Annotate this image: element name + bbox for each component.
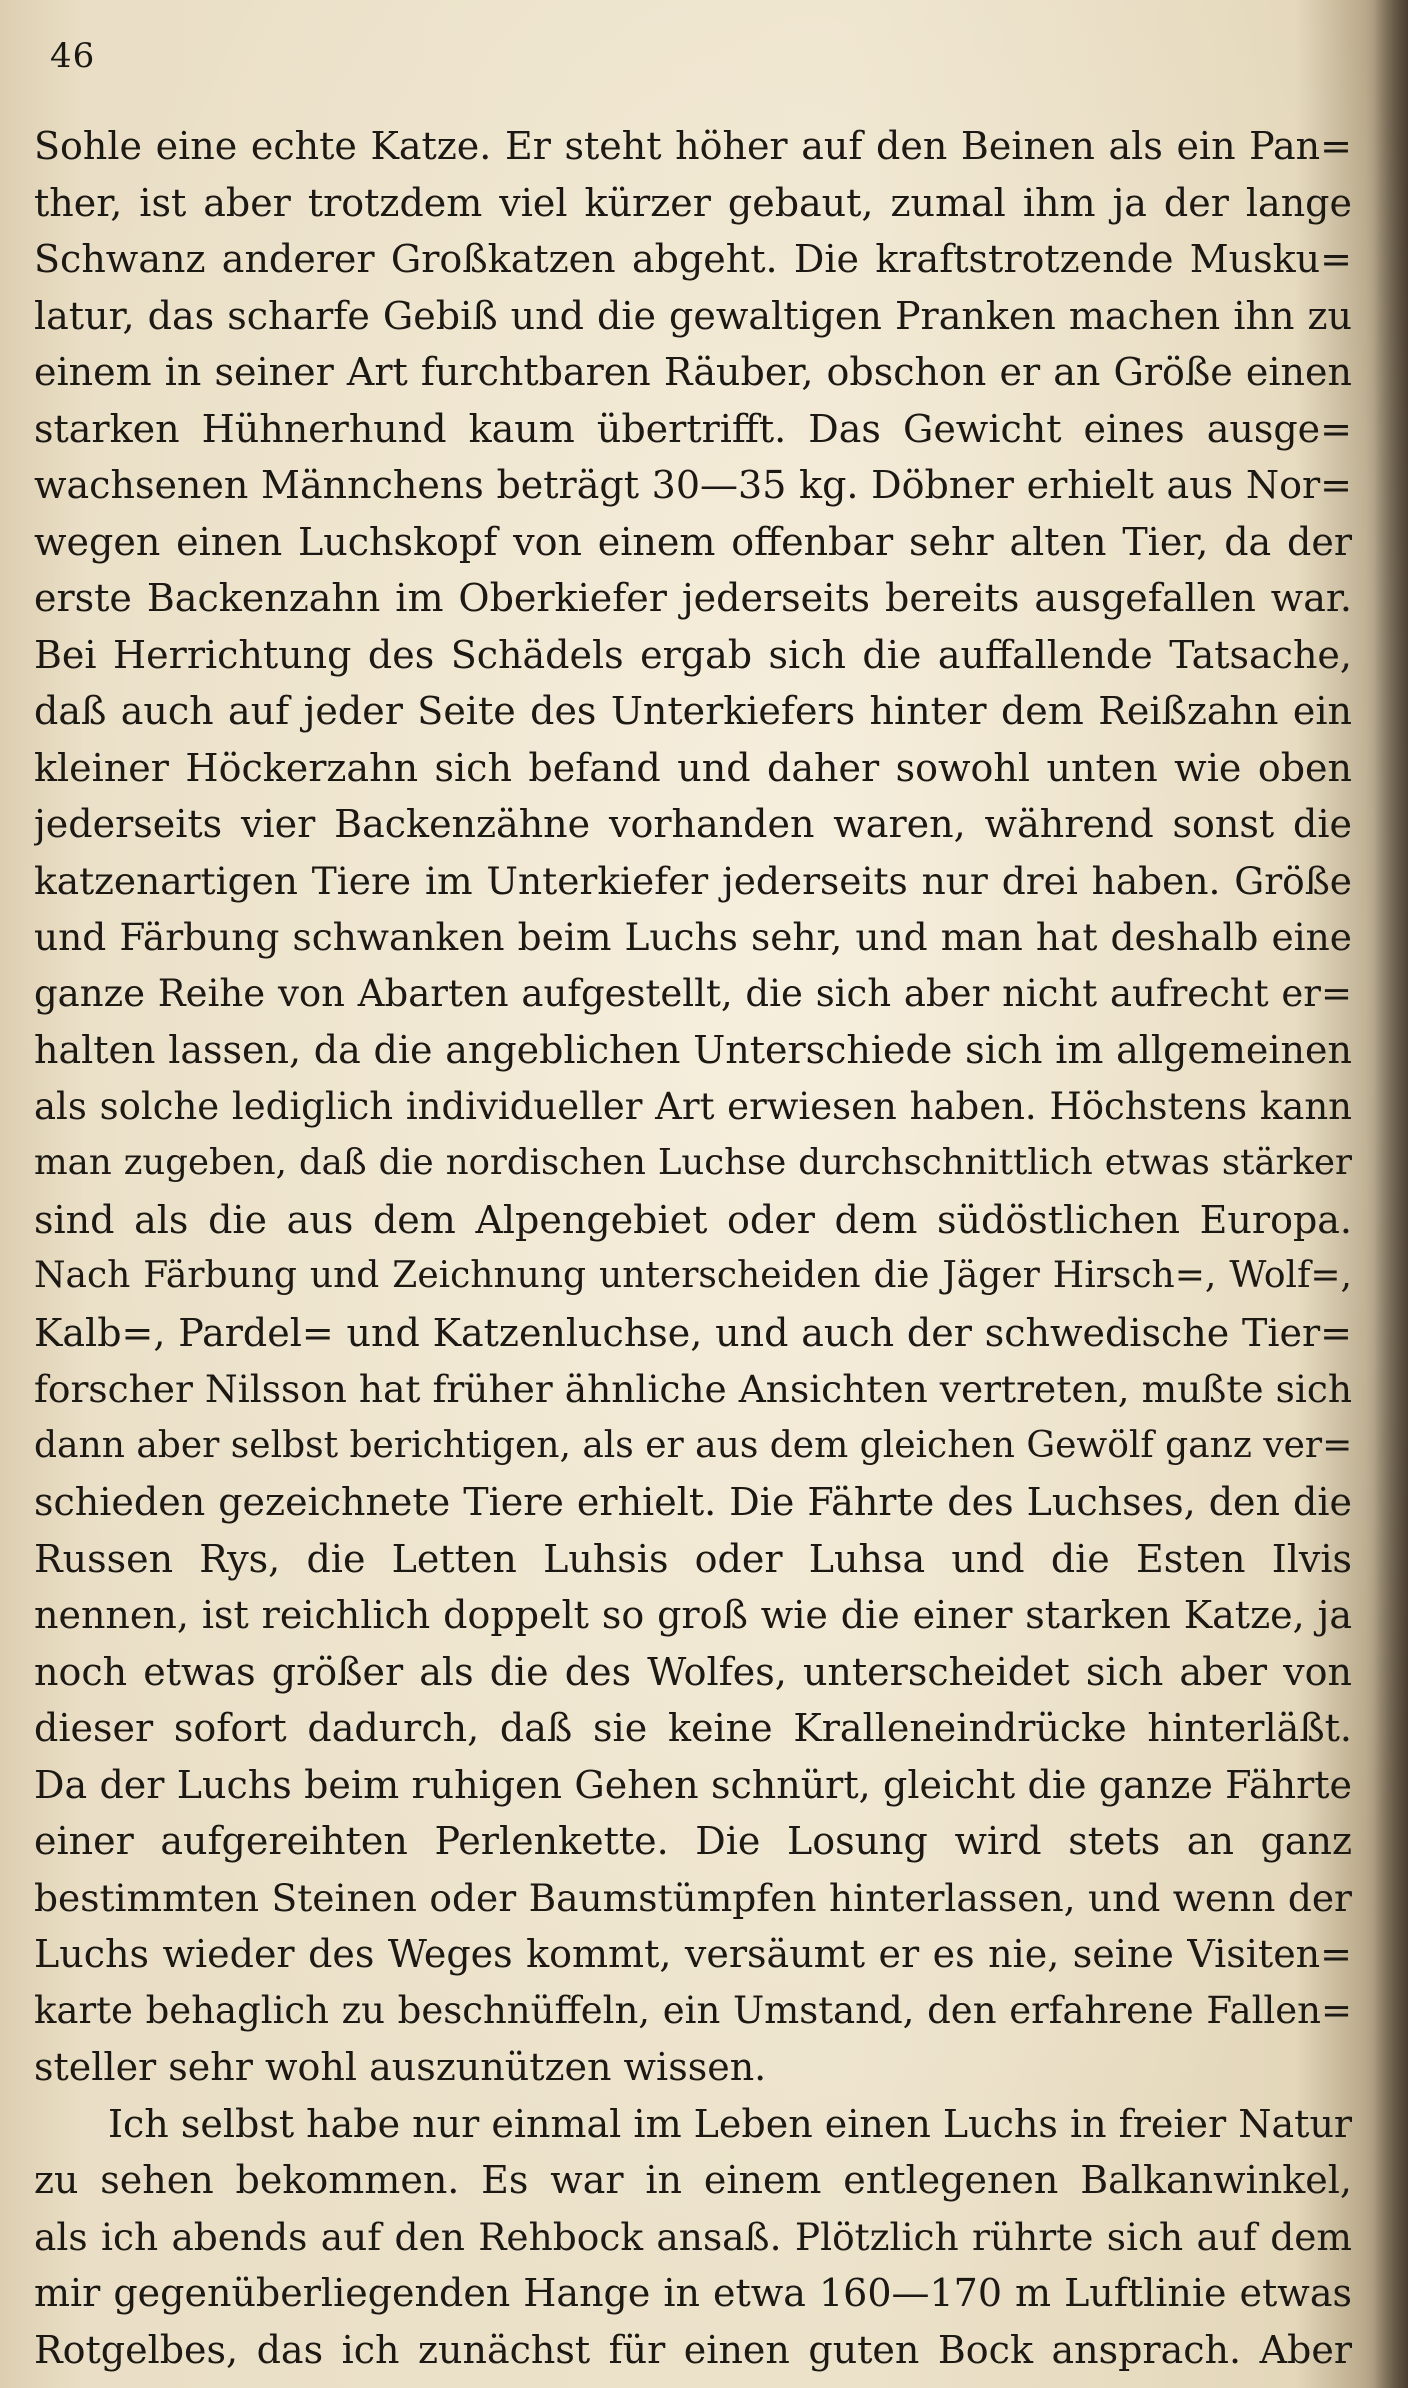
text-line: halten lassen, da die angeblichen Unterschiede sich im allgemeinen — [34, 1028, 1352, 1072]
text-line: dieser sofort dadurch, daß sie keine Kralleneindrücke hinterläßt. — [34, 1706, 1352, 1750]
text-line: bestimmten Steinen oder Baumstümpfen hinterlassen, und wenn der — [34, 1875, 1352, 1920]
text-line: zu sehen bekommen. Es war in einem entlegenen Balkanwinkel, — [34, 2158, 1352, 2202]
text-line: schieden gezeichnete Tiere erhielt. Die Fährte des Luchses, den die — [34, 1480, 1352, 1524]
text-line: starken Hühnerhund kaum übertrifft. Das Gewicht eines ausge= — [34, 406, 1352, 451]
text-line: kleiner Höckerzahn sich befand und daher sowohl unten wie oben — [34, 745, 1352, 790]
text-line: Bei Herrichtung des Schädels ergab sich die auffallende Tatsache, — [34, 632, 1352, 677]
text-line: ganze Reihe von Abarten aufgestellt, die sich aber nicht aufrecht er= — [34, 971, 1352, 1015]
text-line: als ich abends auf den Rehbock ansaß. Plötzlich rührte sich auf dem — [34, 2214, 1352, 2259]
text-line: sind als die aus dem Alpengebiet oder dem südöstlichen Europa. — [34, 1197, 1352, 1242]
text-line: einem in seiner Art furchtbaren Räuber, obschon er an Größe einen — [34, 350, 1352, 394]
text-line: Nach Färbung und Zeichnung unterscheiden die Jäger Hirsch=, Wolf=, — [34, 1255, 1352, 1296]
text-line: dann aber selbst berichtigen, als er aus dem gleichen Gewölf ganz ver= — [34, 1424, 1352, 1466]
text-line: einer aufgereihten Perlenkette. Die Losung wird stets an ganz — [34, 1819, 1352, 1863]
text-line: Da der Luchs beim ruhigen Gehen schnürt, gleicht die ganze Fährte — [34, 1762, 1352, 1807]
text-line: katzenartigen Tiere im Unterkiefer jederseits nur drei haben. Größe — [34, 858, 1352, 903]
text-line: Schwanz anderer Großkatzen abgeht. Die kraftstrotzende Musku= — [34, 237, 1352, 281]
text-line: Russen Rys, die Letten Luhsis oder Luhsa und die Esten Ilvis — [34, 1536, 1352, 1581]
text-line: nennen, ist reichlich doppelt so groß wie die einer starken Katze, ja — [34, 1593, 1352, 1637]
text-line: Luchs wieder des Weges kommt, versäumt er es nie, seine Visiten= — [34, 1932, 1352, 1976]
text-line: Kalb=, Pardel= und Katzenluchse, und auch der schwedische Tier= — [34, 1310, 1352, 1355]
text-line: karte behaglich zu beschnüffeln, ein Umstand, den erfahrene Fallen= — [34, 1988, 1352, 2032]
text-line: wegen einen Luchskopf von einem offenbar sehr alten Tier, da der — [34, 519, 1352, 564]
text-line: jederseits vier Backenzähne vorhanden waren, während sonst die — [34, 802, 1352, 846]
text-line: Sohle eine echte Katze. Er steht höher auf den Beinen als ein Pan= — [34, 124, 1352, 168]
text-line: noch etwas größer als die des Wolfes, unterscheidet sich aber von — [34, 1649, 1352, 1694]
text-line: Rotgelbes, das ich zunächst für einen guten Bock ansprach. Aber — [34, 2327, 1352, 2372]
text-line: als solche lediglich individueller Art erwiesen haben. Höchstens kann — [34, 1084, 1352, 1128]
text-line: und Färbung schwanken beim Luchs sehr, und man hat deshalb eine — [34, 915, 1352, 959]
paragraph-start-line: Ich selbst habe nur einmal im Leben einen Luchs in freier Natur — [108, 2101, 1352, 2146]
text-line: mir gegenüberliegenden Hange in etwa 160—170 m Luftlinie etwas — [34, 2271, 1352, 2315]
text-line: erste Backenzahn im Oberkiefer jederseits bereits ausgefallen war. — [34, 576, 1352, 620]
body-text — [34, 118, 1352, 2378]
text-line: man zugeben, daß die nordischen Luchse durchschnittlich etwas stärker — [34, 1142, 1352, 1183]
page-gutter-shadow — [1374, 0, 1408, 2388]
text-line: daß auch auf jeder Seite des Unterkiefers hinter dem Reißzahn ein — [34, 689, 1352, 733]
text-line: forscher Nilsson hat früher ähnliche Ansichten vertreten, mußte sich — [34, 1367, 1352, 1411]
paragraph-end-line: steller sehr wohl auszunützen wissen. — [34, 2045, 767, 2089]
text-line: latur, das scharfe Gebiß und die gewaltigen Pranken machen ihn zu — [34, 293, 1352, 338]
text-line: wachsenen Männchens beträgt 30—35 kg. Döbner erhielt aus Nor= — [34, 463, 1352, 507]
text-line: ther, ist aber trotzdem viel kürzer gebaut, zumal ihm ja der lange — [34, 180, 1352, 225]
page-number: 46 — [50, 36, 96, 76]
